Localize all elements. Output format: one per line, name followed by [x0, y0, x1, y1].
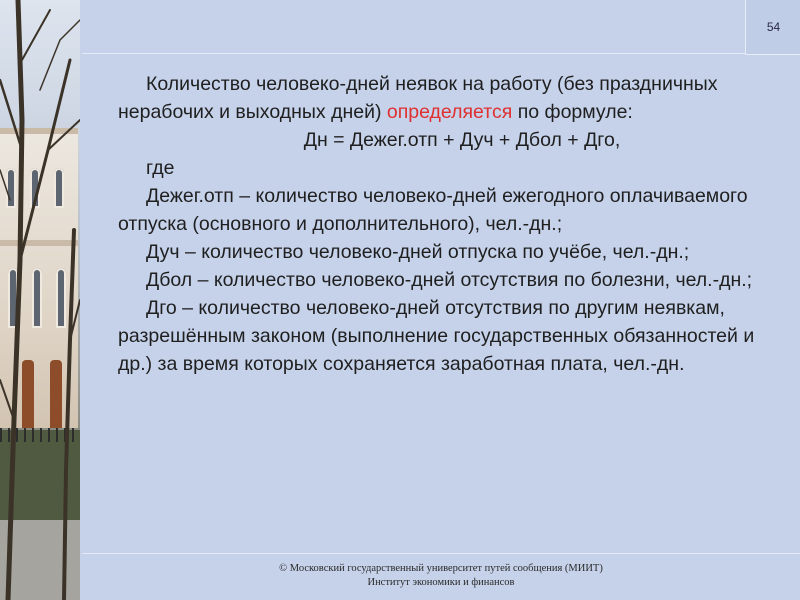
definition-item: Дуч – количество человеко-дней отпуска по учёбе, чел.-дн.; — [146, 241, 690, 263]
where-label: где — [146, 157, 175, 179]
header-divider — [82, 53, 745, 54]
highlighted-word: определяется — [386, 101, 513, 123]
footer — [82, 562, 800, 590]
slide-body — [118, 70, 778, 378]
tree-branches-icon — [0, 0, 80, 600]
intro-text-end: по формуле: — [517, 101, 633, 123]
decorative-building-photo — [0, 0, 80, 600]
footer-university: © Московский государственный университет путей сообщения (МИИТ) — [279, 563, 603, 574]
footer-divider — [82, 553, 800, 554]
definition-item: Дежег.отп – количество человеко-дней ежегодного оплачиваемого отпуска (основного и дополнительного), чел.-дн.; — [118, 185, 748, 235]
footer-institute: Институт экономики и финансов — [367, 577, 515, 588]
intro-text: Количество человеко-дней неявок на работу (без праздничных нерабочих и выходных дней) — [118, 73, 718, 123]
definition-item: Дго – количество человеко-дней отсутствия по другим неявкам, разрешённым законом (выполнение государственных обязанностей и др.) за время которых сохраняется заработная плата, чел.-дн. — [118, 297, 755, 375]
page-number-badge — [745, 0, 800, 55]
definition-item: Дбол – количество человеко-дней отсутствия по болезни, чел.-дн.; — [146, 269, 753, 291]
page-number: 54 — [766, 20, 781, 34]
formula: Дн = Дежег.отп + Дуч + Дбол + Дго, — [303, 129, 621, 151]
intro-paragraph — [118, 70, 778, 126]
